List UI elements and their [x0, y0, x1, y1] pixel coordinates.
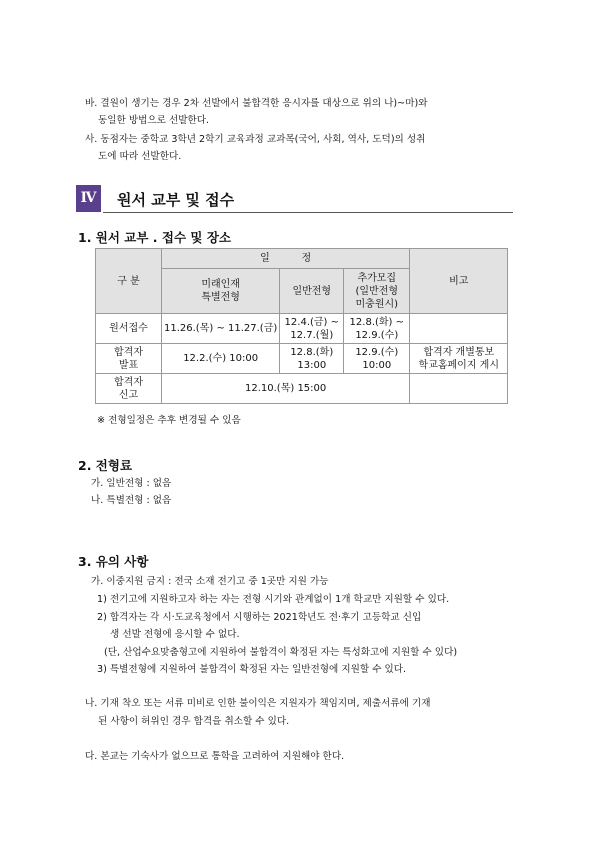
cell-application-chuga: 12.8.(화) ~ 12.9.(수) — [344, 314, 410, 344]
rule-ba-line1: 바. 결원이 생기는 경우 2차 선발에서 불합격한 응시자를 대상으로 위의 나)~마)와 — [85, 98, 428, 109]
header-chuga: 추가모집 (일반전형 미충원시) — [344, 269, 410, 314]
header-schedule: 일 정 — [162, 249, 410, 269]
caution-ga-2-line2: 생 선발 전형에 응시할 수 없다. — [110, 629, 240, 640]
section-divider — [103, 212, 513, 213]
caution-ga-2-line1: 2) 합격자는 각 시·도교육청에서 시행하는 2021학년도 전·후기 고등학교 신입 — [97, 612, 422, 623]
cell-announcement-chuga: 12.9.(수) 10:00 — [344, 344, 410, 374]
cell-registration-bigo — [410, 374, 508, 404]
caution-ga-1: 1) 전기고에 지원하고자 하는 자는 전형 시기와 관계없이 1개 학교만 지원할 수 있다. — [97, 594, 450, 605]
s3-heading: 3. 유의 사항 — [78, 554, 149, 569]
cell-announcement-ilban: 12.8.(화) 13:00 — [280, 344, 344, 374]
section-number-badge: Ⅳ — [76, 185, 101, 212]
row-label-announcement: 합격자 발표 — [96, 344, 162, 374]
header-ilban: 일반전형 — [280, 269, 344, 314]
caution-na-line2: 된 사항이 허위인 경우 합격을 취소할 수 있다. — [98, 716, 290, 727]
row-label-registration: 합격자 신고 — [96, 374, 162, 404]
section-title: 원서 교부 및 접수 — [117, 191, 235, 209]
rule-ba-line2: 동일한 방법으로 선발한다. — [98, 115, 210, 126]
header-gubun: 구 분 — [96, 249, 162, 314]
fee-special: 나. 특별전형 : 없음 — [91, 495, 172, 506]
caution-da: 다. 본교는 기숙사가 없으므로 통학을 고려하여 지원해야 한다. — [85, 751, 345, 762]
fee-general: 가. 일반전형 : 없음 — [91, 478, 172, 489]
rule-sa-line1: 사. 동점자는 중학교 3학년 2학기 교육과정 교과목(국어, 사회, 역사, 도덕)의 성취 — [85, 134, 426, 145]
cell-announcement-mirae: 12.2.(수) 10:00 — [162, 344, 280, 374]
s1-heading: 1. 원서 교부 . 접수 및 장소 — [78, 230, 231, 245]
rule-sa-line2: 도에 따라 선발한다. — [98, 151, 182, 162]
caution-ga-2-note: (단, 산업수요맞춤형고에 지원하여 불합격이 확정된 자는 특성화고에 지원할 수 있다) — [104, 647, 458, 658]
cell-announcement-bigo: 합격자 개별통보 학교홈페이지 게시 — [410, 344, 508, 374]
s2-heading: 2. 전형료 — [78, 458, 133, 473]
schedule-note: ※ 전형일정은 추후 변경될 수 있음 — [97, 415, 241, 426]
caution-ga-3: 3) 특별전형에 지원하여 불합격이 확정된 자는 일반전형에 지원할 수 있다. — [97, 664, 407, 675]
caution-na-line1: 나. 기재 착오 또는 서류 미비로 인한 불이익은 지원자가 책임지며, 제출서류에 기재 — [85, 698, 431, 709]
cell-application-mirae: 11.26.(목) ~ 11.27.(금) — [162, 314, 280, 344]
header-bigo: 비고 — [410, 249, 508, 314]
row-label-application: 원서접수 — [96, 314, 162, 344]
header-mirae: 미래인재 특별전형 — [162, 269, 280, 314]
cell-application-ilban: 12.4.(금) ~ 12.7.(월) — [280, 314, 344, 344]
cell-application-bigo — [410, 314, 508, 344]
cell-registration-date: 12.10.(목) 15:00 — [162, 374, 410, 404]
caution-ga: 가. 이중지원 금지 : 전국 소재 전기고 중 1곳만 지원 가능 — [91, 576, 329, 587]
schedule-table — [95, 248, 508, 404]
